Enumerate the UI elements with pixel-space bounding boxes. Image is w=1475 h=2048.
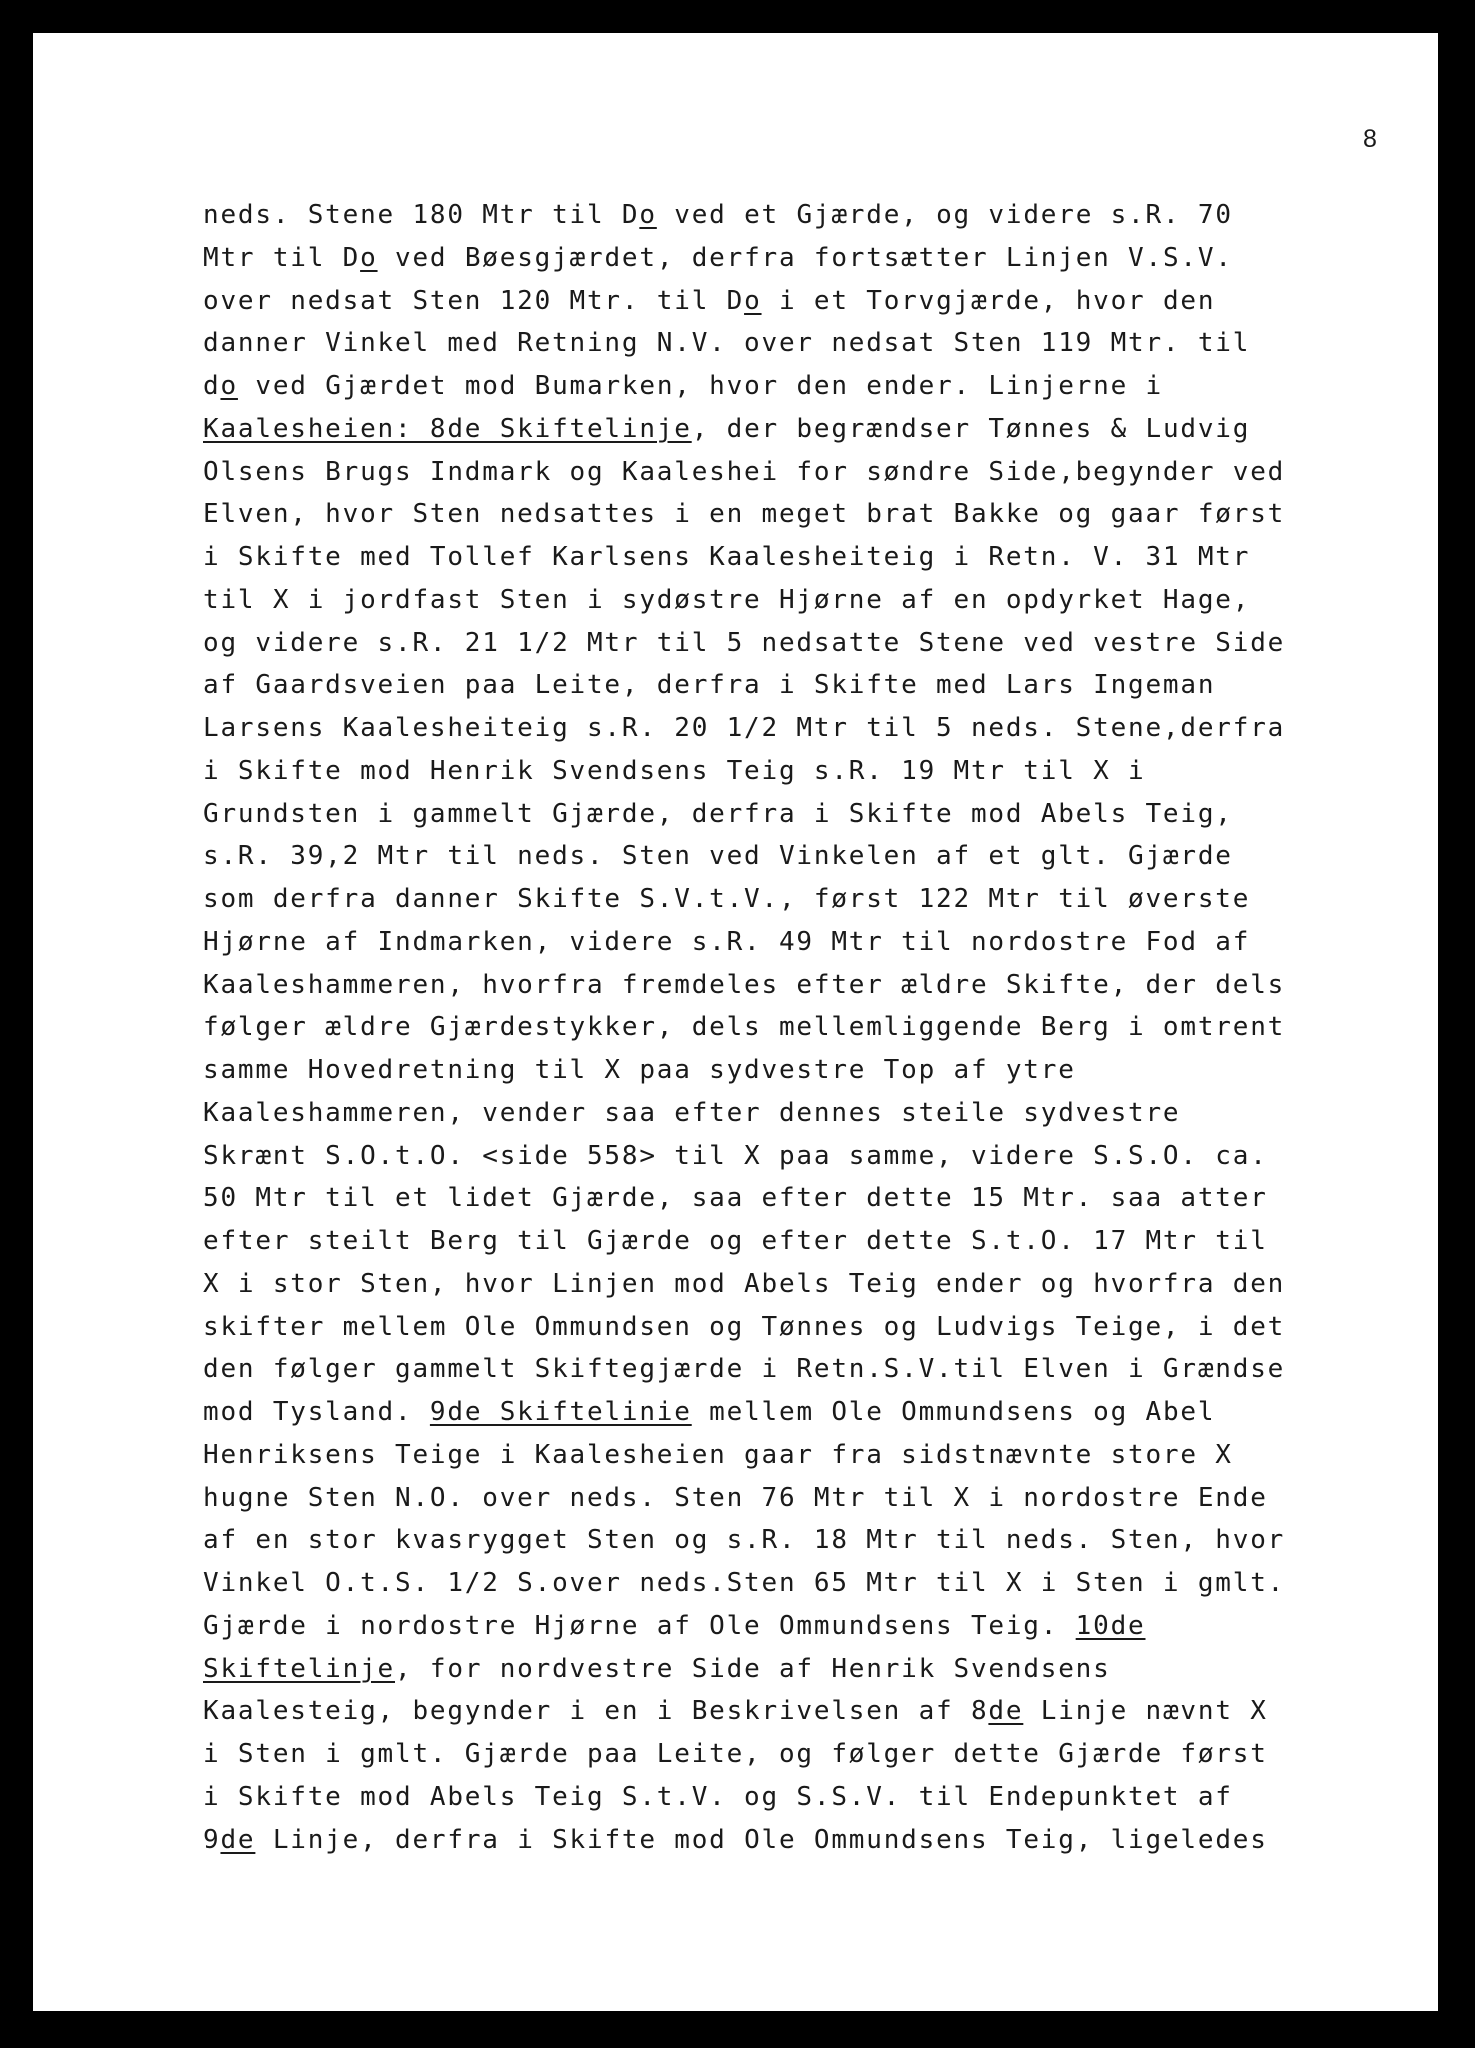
text-line — [203, 536, 1353, 579]
text-segment: Hjørne af Indmarken, videre s.R. 49 Mtr til nordostre Fod af — [203, 926, 1251, 957]
text-line — [203, 964, 1353, 1007]
text-line — [203, 1135, 1353, 1178]
text-segment: s.R. 39,2 Mtr til neds. Sten ved Vinkelen af et glt. Gjærde — [203, 841, 1233, 872]
text-segment: efter steilt Berg til Gjærde og efter dette S.t.O. 17 Mtr til — [203, 1226, 1268, 1256]
underlined-text: Skiftelinje — [203, 1653, 395, 1684]
underlined-text: o — [744, 285, 762, 316]
text-segment: hugne Sten N.O. over neds. Sten 76 Mtr til X i nordostre Ende — [203, 1482, 1268, 1513]
text-line — [203, 1434, 1353, 1477]
text-line — [203, 1648, 1353, 1691]
underlined-text: o — [639, 200, 657, 230]
text-segment: X i stor Sten, hvor Linjen mod Abels Teig ender og hvorfra den — [203, 1268, 1286, 1299]
text-segment: ved et Gjærde, og videre s.R. 70 — [656, 200, 1233, 230]
text-line — [203, 921, 1353, 964]
text-segment: 50 Mtr til et lidet Gjærde, saa efter dette 15 Mtr. saa atter — [203, 1183, 1268, 1214]
text-segment: den følger gammelt Skiftegjærde i Retn.S.V.til Elven i Grændse — [203, 1354, 1286, 1385]
text-line — [203, 280, 1353, 323]
text-segment: Henriksens Teige i Kaalesheien gaar fra sidstnævnte store X — [203, 1439, 1233, 1470]
text-segment: i et Torvgjærde, hvor den — [761, 285, 1216, 316]
page-number: 8 — [1363, 125, 1377, 153]
text-line — [203, 1733, 1353, 1776]
text-segment: , for nordvestre Side af Henrik Svendsens — [395, 1653, 1111, 1684]
underlined-text: Kaalesheien: 8de Skiftelinje — [203, 413, 692, 444]
text-segment: af en stor kvasrygget Sten og s.R. 18 Mtr til neds. Sten, hvor — [203, 1525, 1286, 1556]
text-line — [203, 1306, 1353, 1349]
text-segment: samme Hovedretning til X paa sydvestre Top af ytre — [203, 1055, 1076, 1085]
text-segment: d — [203, 371, 221, 401]
text-segment: neds. Stene 180 Mtr til D — [203, 200, 640, 230]
text-line — [203, 707, 1353, 750]
text-line — [203, 1220, 1353, 1263]
text-line — [203, 1177, 1353, 1220]
text-segment: i Sten i gmlt. Gjærde paa Leite, og følger dette Gjærde først — [203, 1739, 1268, 1769]
text-line — [203, 1562, 1353, 1605]
text-line — [203, 365, 1353, 408]
text-segment: mellem Ole Ommundsens og Abel — [691, 1397, 1216, 1427]
text-segment: som derfra danner Skifte S.V.t.V., først 122 Mtr til øverste — [203, 884, 1251, 914]
text-line — [203, 878, 1353, 921]
text-segment: Gjærde i nordostre Hjørne af Ole Ommundsens Teig. — [203, 1610, 1076, 1641]
text-line — [203, 1092, 1353, 1135]
underlined-text: o — [360, 242, 378, 273]
text-segment: Kaaleshammeren, hvorfra fremdeles efter ældre Skifte, der dels — [203, 969, 1286, 1000]
text-segment: skifter mellem Ole Ommundsen og Tønnes og Ludvigs Teige, i det — [203, 1311, 1286, 1342]
text-line — [203, 1263, 1353, 1306]
text-line — [203, 322, 1353, 365]
text-line — [203, 408, 1353, 451]
text-segment: i Skifte med Tollef Karlsens Kaalesheiteig i Retn. V. 31 Mtr — [203, 542, 1251, 572]
text-line — [203, 793, 1353, 836]
underlined-text: de — [220, 1824, 256, 1855]
text-segment: Elven, hvor Sten nedsattes i en meget brat Bakke og gaar først — [203, 499, 1286, 530]
underlined-text: de — [988, 1696, 1024, 1727]
text-line — [203, 1776, 1353, 1819]
text-segment: Skrænt S.O.t.O. <side 558> til X paa samme, videre S.S.O. ca. — [203, 1140, 1268, 1171]
text-segment: ved Bøesgjærdet, derfra fortsætter Linjen V.S.V. — [377, 242, 1233, 273]
text-segment: til X i jordfast Sten i sydøstre Hjørne af en opdyrket Hage, — [203, 584, 1251, 615]
text-segment: Kaaleshammeren, vender saa efter dennes steile sydvestre — [203, 1097, 1181, 1128]
text-segment: 9 — [203, 1824, 221, 1855]
text-segment: ved Gjærdet mod Bumarken, hvor den ender. Linjerne i — [237, 371, 1163, 401]
text-line — [203, 1348, 1353, 1391]
underlined-text: 10de — [1075, 1610, 1146, 1641]
text-line — [203, 1690, 1353, 1733]
document-page — [33, 33, 1438, 2011]
text-segment: af Gaardsveien paa Leite, derfra i Skifte med Lars Ingeman — [203, 670, 1216, 701]
text-line — [203, 194, 1353, 237]
text-segment: mod Tysland. — [203, 1397, 430, 1427]
text-segment: Linje, derfra i Skifte mod Ole Ommundsens Teig, ligeledes — [255, 1824, 1268, 1855]
text-line — [203, 451, 1353, 494]
text-segment: , der begrændser Tønnes & Ludvig — [691, 413, 1251, 444]
text-line — [203, 1391, 1353, 1434]
underlined-text: 9de Skiftelinie — [429, 1397, 692, 1427]
text-line — [203, 493, 1353, 536]
text-line — [203, 664, 1353, 707]
text-segment: i Skifte mod Abels Teig S.t.V. og S.S.V. til Endepunktet af — [203, 1781, 1233, 1812]
text-segment: i Skifte mod Henrik Svendsens Teig s.R. 19 Mtr til X i — [203, 755, 1146, 786]
text-segment: over nedsat Sten 120 Mtr. til D — [203, 285, 745, 316]
text-segment: Olsens Brugs Indmark og Kaaleshei for søndre Side,begynder ved — [203, 456, 1286, 487]
text-segment: Mtr til D — [203, 242, 361, 273]
underlined-text: o — [220, 371, 238, 401]
text-line — [203, 1819, 1353, 1862]
text-line — [203, 1049, 1353, 1092]
text-line — [203, 1477, 1353, 1520]
text-line — [203, 750, 1353, 793]
text-line — [203, 1605, 1353, 1648]
text-line — [203, 1519, 1353, 1562]
text-segment: Linje nævnt X — [1023, 1696, 1268, 1727]
text-segment: Larsens Kaalesheiteig s.R. 20 1/2 Mtr til 5 neds. Stene,derfra — [203, 713, 1286, 743]
text-segment: følger ældre Gjærdestykker, dels mellemliggende Berg i omtrent — [203, 1012, 1286, 1043]
text-segment: Grundsten i gammelt Gjærde, derfra i Skifte mod Abels Teig, — [203, 798, 1233, 829]
text-segment: og videre s.R. 21 1/2 Mtr til 5 nedsatte Stene ved vestre Side — [203, 627, 1286, 658]
body-text — [203, 194, 1353, 1861]
text-line — [203, 579, 1353, 622]
text-line — [203, 237, 1353, 280]
text-segment: Vinkel O.t.S. 1/2 S.over neds.Sten 65 Mtr til X i Sten i gmlt. — [203, 1568, 1286, 1598]
text-line — [203, 622, 1353, 665]
text-segment: Kaalesteig, begynder i en i Beskrivelsen af 8 — [203, 1696, 989, 1727]
text-segment: danner Vinkel med Retning N.V. over nedsat Sten 119 Mtr. til — [203, 328, 1251, 359]
text-line — [203, 1006, 1353, 1049]
text-line — [203, 835, 1353, 878]
